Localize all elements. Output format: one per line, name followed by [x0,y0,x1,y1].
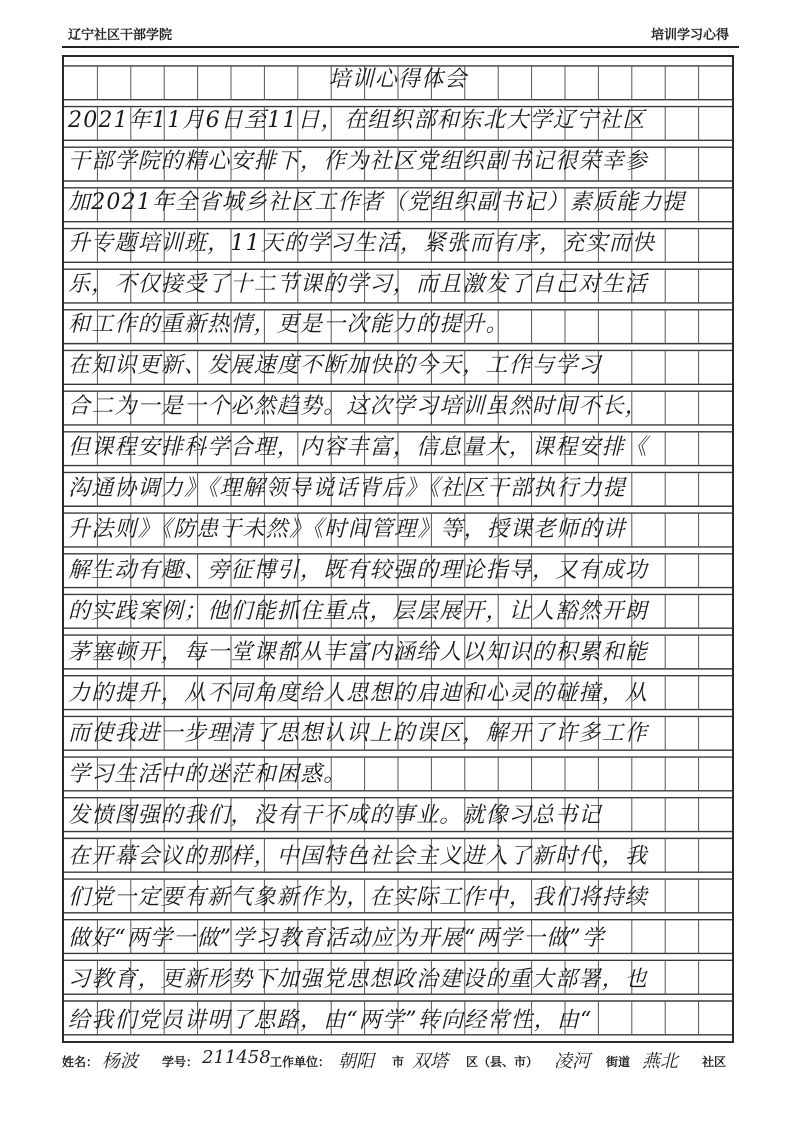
essay-line-text: 加2021年全省城乡社区工作者（党组织副书记）素质能力提 [68,189,686,215]
essay-line-text: 而使我进一步理清了思想认识上的误区，解开了许多工作 [68,721,649,747]
essay-line [62,513,734,547]
essay-line [62,227,734,261]
essay-line [62,554,734,588]
essay-line-text: 在开幕会议的那样，中国特色社会主义进入了新时代，我 [68,844,649,870]
essay-line [62,1004,734,1038]
street-value: 凌河 [554,1051,590,1072]
essay-title-row [62,63,734,97]
name-value: 杨波 [102,1051,138,1072]
essay-line-text: 干部学院的精心安排下，作为社区党组织副书记很荣幸参 [68,148,649,174]
essay-line [62,308,734,342]
student-id-value: 211458 [202,1047,271,1068]
essay-line-text: 发愤图强的我们，没有干不成的事业。就像习总书记 [68,803,602,829]
essay-line-text: 在知识更新、发展速度不断加快的今天，工作与学习 [68,353,602,379]
essay-line [62,922,734,956]
district-suffix: 区（县、市） [466,1055,539,1069]
essay-line [62,881,734,915]
essay-line [62,799,734,833]
essay-line-text: 力的提升，从不同角度给人思想的启迪和心灵的碰撞，从 [68,680,649,706]
essay-line-text: 合二为一是一个必然趋势。这次学习培训虽然时间不长， [68,394,649,420]
essay-line [62,758,734,792]
essay-line-text: 做好“两学一做”学习教育活动应为开展“两学一做”学 [68,925,605,951]
footer-info [62,1047,739,1073]
essay-line [62,268,734,302]
community-value: 燕北 [642,1051,678,1072]
header-institution: 辽宁社区干部学院 [68,28,173,43]
essay-line [62,104,734,138]
student-id-label: 学号： [162,1055,199,1069]
essay-line [62,145,734,179]
essay-line-text: 乐，不仅接受了十二节课的学习，而且激发了自己对生活 [68,271,649,297]
essay-line [62,636,734,670]
essay-line [62,186,734,220]
essay-line [62,431,734,465]
essay-line-text: 学习生活中的迷茫和困惑。 [68,762,347,788]
essay-line-text: 茅塞顿开，每一堂课都从丰富内涵给人以知识的积累和能 [68,639,649,665]
essay-line-text: 们党一定要有新气象新作为，在实际工作中，我们将持续 [68,885,649,910]
essay-line-text: 解生动有趣、旁征博引，既有较强的理论指导，又有成功 [68,557,649,583]
essay-line [62,963,734,997]
essay-line [62,717,734,751]
essay-line-text: 升专题培训班，11天的学习生活，紧张而有序，充实而快 [68,230,656,256]
street-suffix: 街道 [606,1055,631,1069]
city-suffix: 市 [392,1055,405,1069]
district-value: 双塔 [412,1051,448,1072]
essay-line-text: 升法则》《防患于未然》《时间管理》等，授课老师的讲 [68,516,627,542]
essay-line [62,677,734,711]
essay-line [62,840,734,874]
essay-line-text: 和工作的重新热情，更是一次能力的提升。 [68,312,509,338]
essay-title: 培训心得体会 [328,67,468,92]
work-unit-label: 工作单位： [270,1055,331,1069]
name-label: 姓名： [62,1055,99,1069]
community-suffix: 社区 [702,1055,727,1069]
essay-line-text: 2021年11月6日至11日，在组织部和东北大学辽宁社区 [68,107,646,133]
essay-line-text: 习教育，更新形势下加强党思想政治建设的重大部署，也 [68,966,649,992]
essay-line-text: 的实践案例；他们能抓住重点，层层展开，让人豁然开朗 [68,598,649,624]
essay-line [62,349,734,383]
essay-line-text: 但课程安排科学合理，内容丰富，信息量大，课程安排《 [68,435,649,461]
header-doc-type: 培训学习心得 [650,28,729,43]
essay-line [62,390,734,424]
essay-line-text: 给我们党员讲明了思路，由“两学”转向经常性，由“ [68,1007,593,1033]
city-value: 朝阳 [338,1051,374,1072]
header-rule [62,46,739,48]
essay-line-text: 沟通协调力》《理解领导说话背后》《社区干部执行力提 [68,476,627,501]
essay-line [62,472,734,506]
essay-line [62,595,734,629]
